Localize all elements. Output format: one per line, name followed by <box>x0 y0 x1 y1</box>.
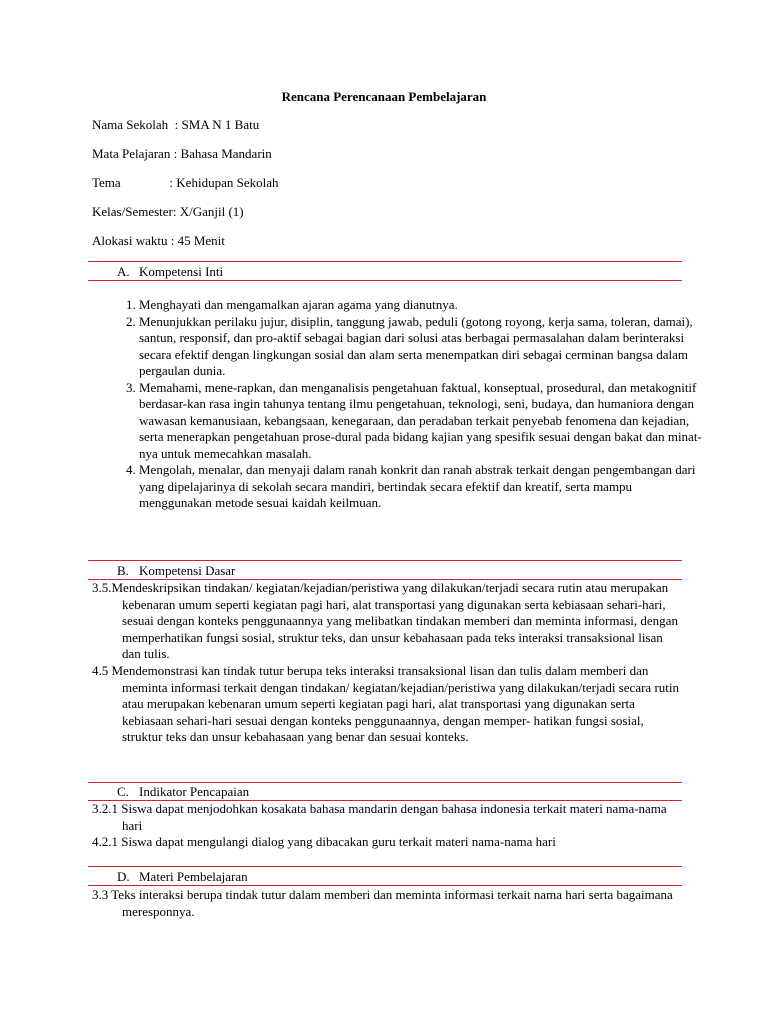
materi-item: 3.3 Teks interaksi berupa tindak tutur dalam memberi dan meminta informasi terkait nama hari serta bagaimana meresponnya. <box>92 887 673 919</box>
kompetensi-dasar-block <box>92 580 682 746</box>
section-c-heading <box>117 784 249 800</box>
kompetensi-inti-list <box>115 297 704 512</box>
section-d-heading <box>117 869 248 885</box>
indikator-item: 3.2.1 Siswa dapat menjodohkan kosakata bahasa mandarin dengan bahasa indonesia terkait materi nama-nama hari <box>92 801 667 833</box>
section-letter: A. <box>117 264 130 279</box>
section-b-top-rule <box>88 560 682 561</box>
section-d-bottom-rule <box>88 885 682 886</box>
section-letter: C. <box>117 784 129 799</box>
kd-item: 4.5 Mendemonstrasi kan tindak tutur berupa teks interaksi transaksional lisan dan tulis dalam memberi dan meminta informasi terkait dengan tindakan/ kegiatan/kejadian/peristiwa yang dilakukan/terjadi secara rutin atau merupakan kebenaran umum seperti kegiatan pagi hari, alat transportasi yang digunakan serta kebiasaan sehari-hari sesuai dengan konteks penggunaannya, dengan memper- hatikan fungsi sosial, struktur teks dan unsur kebahasaan yang benar dan sesuai konteks. <box>92 662 679 745</box>
info-alokasi-waktu <box>92 233 225 249</box>
section-letter: D. <box>117 869 130 884</box>
info-label: Alokasi waktu : <box>92 233 178 248</box>
list-item: 3. Memahami, mene-rapkan, dan menganalisis pengetahuan faktual, konseptual, prosedural, dan metakognitif berdasar-kan rasa ingin tahunya tentang ilmu pengetahuan, teknologi, seni, budaya, dan humaniora dengan wawasan kemanusiaan, kebangsaan, kenegaraan, dan peradaban terkait penyebab fenomena dan kejadian, serta menerapkan pengetahuan prose-dural pada bidang kajian yang spesifik sesuai dengan bakat dan minat-nya untuk memecahkan masalah. <box>139 380 704 463</box>
section-title: Materi Pembelajaran <box>139 869 248 884</box>
document-title: Rencana Perencanaan Pembelajaran <box>281 89 487 104</box>
kd-item: 3.5.Mendeskripsikan tindakan/ kegiatan/kejadian/peristiwa yang dilakukan/terjadi secara rutin atau merupakan kebenaran umum seperti kegiatan pagi hari, alat transportasi yang digunakan serta kebiasaan sehari-hari, sesuai dengan konteks penggunaannya yang melibatkan tindakan memberi dan meminta informasi, dengan memperhatikan fungsi sosial, struktur teks, dan unsur kebahasaan pada teks interaksi transaksional lisan dan tulis. <box>92 580 678 662</box>
indikator-block <box>92 801 682 851</box>
section-a-top-rule <box>88 261 682 262</box>
info-label: Mata Pelajaran : <box>92 146 181 161</box>
section-a-bottom-rule <box>88 280 682 281</box>
list-item: 1. Menghayati dan mengamalkan ajaran agama yang dianutnya. <box>139 297 704 314</box>
section-c-top-rule <box>88 782 682 783</box>
list-item: 2. Menunjukkan perilaku jujur, disiplin, tanggung jawab, peduli (gotong royong, kerja sama, toleran, damai), santun, responsif, dan pro-aktif sebagai bagian dari solusi atas berbagai permasalahan dalam berinteraksi secara efektif dengan lingkungan sosial dan alam serta menempatkan diri sebagai cerminan bangsa dalam pergaulan dunia. <box>139 314 704 380</box>
info-label: Tema : <box>92 175 177 190</box>
section-d-top-rule <box>88 866 682 867</box>
info-label: Nama Sekolah : <box>92 117 182 132</box>
section-b-heading <box>117 563 235 579</box>
info-value: 45 Menit <box>177 233 225 248</box>
section-letter: B. <box>117 563 129 578</box>
info-value: X/Ganjil (1) <box>179 204 244 219</box>
list-item: 4. Mengolah, menalar, dan menyaji dalam ranah konkrit dan ranah abstrak terkait dengan pengembangan dari yang dipelajarinya di sekolah secara mandiri, bertindak secara efektif dan kreatif, serta mampu menggunakan metode sesuai kaidah keilmuan. <box>139 462 704 512</box>
section-title: Kompetensi Inti <box>139 264 224 279</box>
info-label: Kelas/Semester: <box>92 204 180 219</box>
info-mata-pelajaran <box>92 146 272 162</box>
info-tema <box>92 175 278 191</box>
info-nama-sekolah <box>92 117 259 133</box>
info-value: Kehidupan Sekolah <box>176 175 279 190</box>
info-kelas-semester <box>92 204 244 220</box>
materi-block <box>92 887 682 920</box>
indikator-item: 4.2.1 Siswa dapat mengulangi dialog yang dibacakan guru terkait materi nama-nama hari <box>92 834 556 850</box>
info-value: SMA N 1 Batu <box>181 117 260 132</box>
info-value: Bahasa Mandarin <box>180 146 272 161</box>
section-title: Kompetensi Dasar <box>139 563 236 578</box>
section-title: Indikator Pencapaian <box>139 784 250 799</box>
section-a-heading <box>117 264 223 280</box>
